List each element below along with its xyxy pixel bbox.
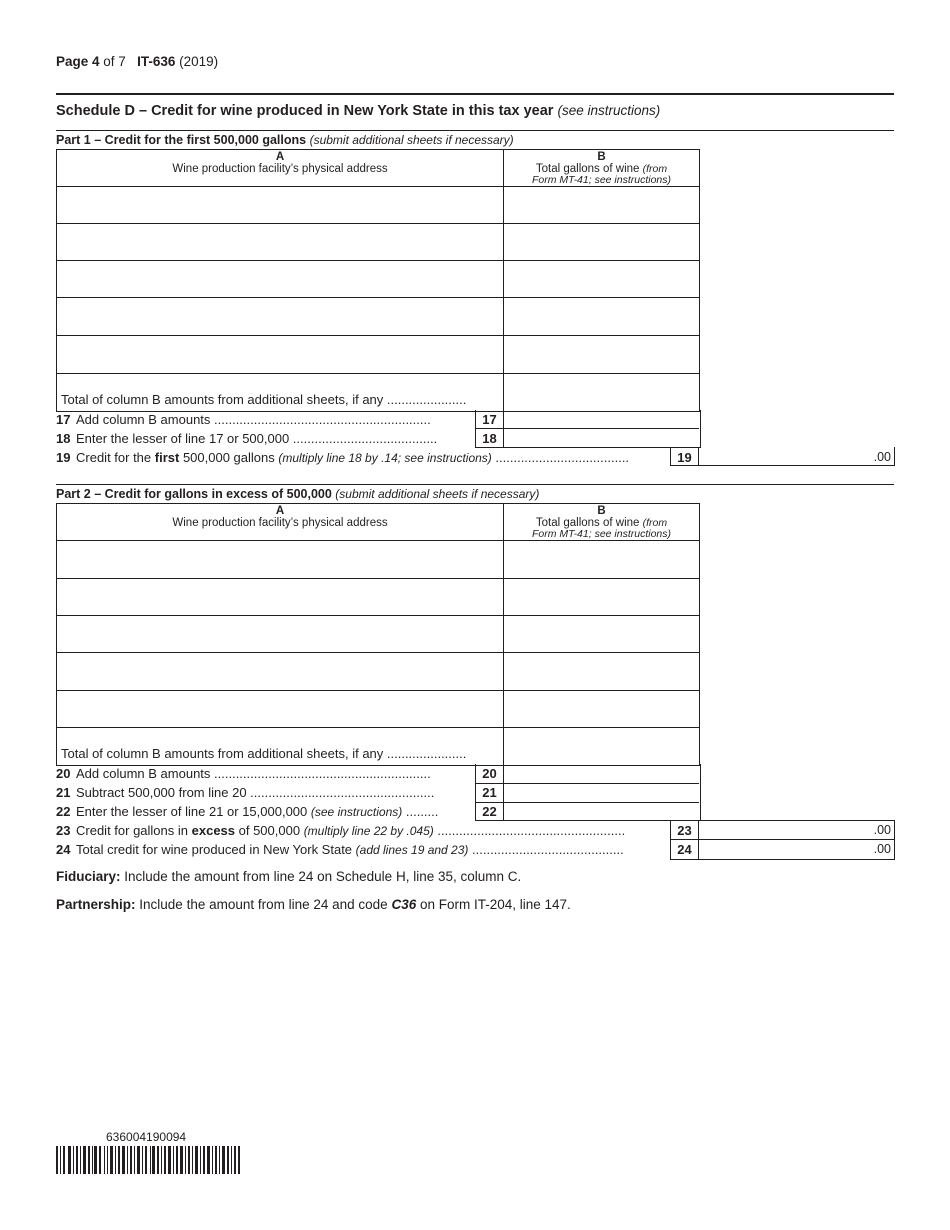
- line-21-box-number: 21: [482, 785, 497, 800]
- barcode: [56, 1146, 240, 1179]
- part1-address-input[interactable]: [57, 187, 503, 223]
- line-22-box-number: 22: [482, 804, 497, 819]
- part2-gallons-input[interactable]: [504, 541, 698, 577]
- part2-gallons-input[interactable]: [504, 690, 698, 726]
- part2-address-input[interactable]: [57, 690, 503, 726]
- line-17-input[interactable]: [504, 411, 698, 428]
- part1-addl-total: Total of column B amounts from additional sheets, if any ......................: [61, 392, 467, 407]
- schedule-title: Schedule D – Credit for wine produced in New York State in this tax year (see instructions): [56, 103, 661, 119]
- part2-address-input[interactable]: [57, 652, 503, 689]
- line-20-box-number: 20: [482, 766, 497, 781]
- line-19-cents: .00: [873, 450, 891, 464]
- part1-colB-header: B Total gallons of wine (from Form MT-41; see instructions): [531, 151, 672, 186]
- page-header: Page 4 of 7 IT-636 (2019): [56, 54, 219, 69]
- barcode-number: 636004190094: [106, 1130, 187, 1144]
- part1-gallons-input[interactable]: [504, 224, 698, 260]
- line-19: 19 Credit for the first 500,000 gallons (multiply line 18 by .14; see instructions) .....................................: [56, 450, 630, 465]
- line-23: 23 Credit for gallons in excess of 500,000 (multiply line 22 by .045) ....................................................: [56, 823, 626, 838]
- part2-address-input[interactable]: [57, 578, 503, 614]
- part1-gallons-input[interactable]: [504, 336, 698, 373]
- part2-address-input[interactable]: [57, 541, 503, 577]
- partnership-note: Partnership: Include the amount from line 24 and code C36 on Form IT-204, line 147.: [56, 897, 571, 912]
- line-21: 21 Subtract 500,000 from line 20 ...................................................: [56, 785, 435, 800]
- part1-title: Part 1 – Credit for the first 500,000 gallons (submit additional sheets if necessary): [56, 133, 514, 147]
- part2-addl-total-input[interactable]: [504, 727, 698, 764]
- part2-colA-header: A Wine production facility’s physical address: [172, 505, 388, 529]
- part-divider: [56, 484, 894, 485]
- line-20: 20 Add column B amounts ............................................................: [56, 766, 431, 781]
- top-rule: [56, 93, 894, 95]
- form-id: IT-636: [137, 54, 176, 69]
- line-24-cents: .00: [873, 842, 891, 856]
- part1-address-input[interactable]: [57, 298, 503, 334]
- part1-address-input[interactable]: [57, 261, 503, 297]
- line-23-cents: .00: [873, 823, 891, 837]
- line-18-input[interactable]: [504, 429, 698, 446]
- line-19-box-number: 19: [677, 450, 692, 465]
- part2-addl-total: Total of column B amounts from additional sheets, if any ......................: [61, 746, 467, 761]
- part2-colB-header: B Total gallons of wine (from Form MT-41; see instructions): [531, 505, 672, 540]
- line-18-box-number: 18: [482, 431, 497, 446]
- line-24: 24 Total credit for wine produced in New York State (add lines 19 and 23) ..........................................: [56, 842, 624, 857]
- part2-address-input[interactable]: [57, 615, 503, 651]
- part1-gallons-input[interactable]: [504, 298, 698, 334]
- part2-gallons-input[interactable]: [504, 615, 698, 651]
- line-20-input[interactable]: [504, 765, 698, 783]
- schedule-rule: [56, 130, 894, 131]
- line-22: 22 Enter the lesser of line 21 or 15,000,000 (see instructions) .........: [56, 804, 439, 819]
- part2-gallons-input[interactable]: [504, 578, 698, 614]
- line-18: 18 Enter the lesser of line 17 or 500,000 ........................................: [56, 431, 438, 446]
- part1-gallons-input[interactable]: [504, 261, 698, 297]
- part2-title: Part 2 – Credit for gallons in excess of 500,000 (submit additional sheets if necessary): [56, 487, 540, 501]
- part1-address-input[interactable]: [57, 224, 503, 260]
- line-24-box-number: 24: [677, 842, 692, 857]
- line-17-box-number: 17: [482, 412, 497, 427]
- part1-addl-total-input[interactable]: [504, 374, 698, 410]
- line-23-box-number: 23: [677, 823, 692, 838]
- part1-colA-header: A Wine production facility’s physical address: [172, 151, 388, 175]
- part1-address-input[interactable]: [57, 336, 503, 373]
- fiduciary-note: Fiduciary: Include the amount from line 24 on Schedule H, line 35, column C.: [56, 869, 522, 884]
- line-22-input[interactable]: [504, 803, 698, 821]
- line-17: 17 Add column B amounts ............................................................: [56, 412, 431, 427]
- part1-gallons-input[interactable]: [504, 187, 698, 223]
- part2-gallons-input[interactable]: [504, 652, 698, 689]
- line-21-input[interactable]: [504, 784, 698, 802]
